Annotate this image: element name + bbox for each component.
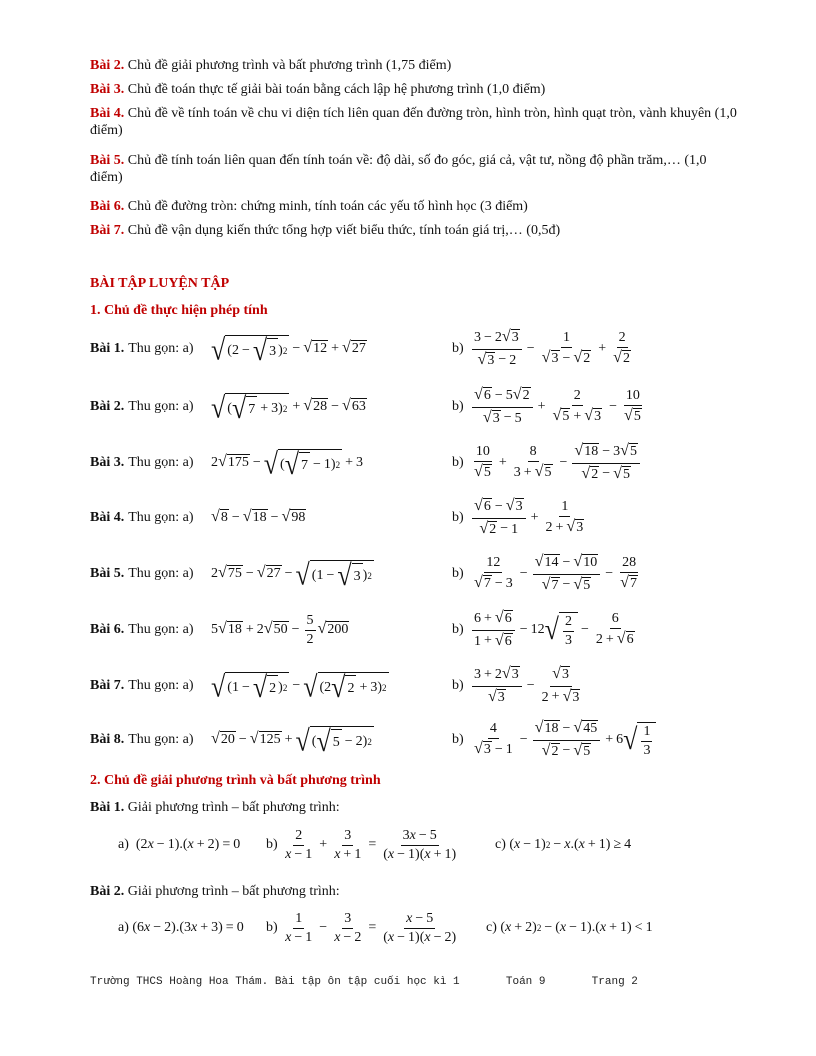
math-expression-b: 3 + 2 √ 3 √ 3 − √ 3 2 + √ 3 — [474, 665, 580, 705]
math-expression-b: √ 6 − √ 3 √ 2 − 1 + 1 2 + √ 3 — [474, 497, 584, 537]
equation-row: a) (6 x − 2).(3 x + 3) = 0 b) $\frac{1}{x - 1}$ − $\frac{3}{x - 2}$ = $\frac{x - 5}{(x - 1)(x - 2)}$ c) ( x + 2) 2 − ( x − 1).( x + 1) < 1 — [118, 910, 653, 945]
exercise-row: Bài 7. Thu gọn: a) √ (1 − √ 2 ) 2 − √ (2 √ 2 + 3) 2 b) 3 + 2 √ 3 √ 3 − √ 3 2 + √ 3 — [90, 664, 750, 708]
topic-item: Bài 6. Chủ đề đường tròn: chứng minh, tính toán các yếu tố hình học (3 điểm) — [90, 199, 528, 214]
math-expression-a: 5 √ 18 + 2 √ 50 − $\frac{5}{2}$ √ 200 — [211, 612, 349, 647]
topic-item: Bài 4. Chủ đề về tính toán về chu vi diện tích liên quan đến đường tròn, hình tròn, hình quạt tròn, vành khuyên (1,0 điểm) — [90, 106, 737, 138]
section-title: BÀI TẬP LUYỆN TẬP — [90, 276, 230, 291]
math-expression-a: √ (2 − √ 3 ) 2 − √ 12 + √ 27 — [211, 331, 366, 367]
page-footer: Trường THCS Hoàng Hoa Thám. Bài tập ôn tập cuối học kì 1 Toán 9 Trang 2 — [90, 976, 638, 988]
math-expression-a: √ 20 − √ 125 + √ ( √ 5 − 2) 2 — [211, 722, 372, 758]
equation-exercise-title: Bài 2. Giải phương trình – bất phương trình: — [90, 884, 340, 899]
math-expression-b: √ 6 − 5 √ 2 √ 3 − 5 + 2 √ 5 + √ 3 − 10 √ 5 — [474, 386, 641, 426]
equation-row: a) (2x − 1).(x + 2) = 0 b) $\frac{2}{x - 1}$ + $\frac{3}{x + 1}$ = $\frac{3x - 5}{(x - 1)(x + 1)}$ c) ( x − 1) 2 − x .( x + 1) ≥ 4 — [118, 827, 632, 862]
topic-item: Bài 7. Chủ đề vận dụng kiến thức tổng hợp viết biểu thức, tính toán giá trị,… (0,5đ) — [90, 223, 561, 238]
exercise-row: Bài 5. Thu gọn: a) 2 √ 75 − √ 27 − √ (1 − √ 3 ) 2 b) 12 √ 7 − 3 − √ 14 − √ 10 √ 7 − √ 5 − 28 √ 7 — [90, 552, 750, 596]
topic-item: Bài 2. Chủ đề giải phương trình và bất phương trình (1,75 điểm) — [90, 58, 452, 73]
math-expression-b: 10 √ 5 + 8 3 + √ 5 − √ 18 − 3 √ 5 √ 2 − √ 5 — [470, 441, 642, 485]
exercise-row: Bài 1. Thu gọn: a) √ (2 − √ 3 ) 2 − √ 12 + √ 27 b) 3 − 2 √ 3 √ 3 − 2 − 1 √ 3 − √ 2 + 2 √ 2 — [90, 327, 750, 371]
exercise-row: Bài 6. Thu gọn: a) 5 √ 18 + 2 √ 50 − $\frac{5}{2}$ √ 200 b) 6 + √ 6 1 + √ 6 − 12 √ $\frac{2}{3}$ − 6 2 + √ 6 — [90, 608, 750, 652]
math-expression-b: 12 √ 7 − 3 − √ 14 − √ 10 √ 7 − √ 5 − 28 √ 7 — [474, 553, 637, 593]
math-expression-a: √ 8 − √ 18 − √ 98 — [211, 508, 306, 526]
math-expression-a: √ ( √ 7 + 3) 2 + √ 28 − √ 63 — [211, 389, 366, 425]
topic-item: Bài 3. Chủ đề toán thực tế giải bài toán bằng cách lập hệ phương trình (1,0 điểm) — [90, 82, 546, 97]
topic1-title: 1. Chủ đề thực hiện phép tính — [90, 303, 268, 318]
math-expression-b: 3 − 2 √ 3 √ 3 − 2 − 1 √ 3 − √ 2 + 2 √ 2 — [474, 328, 630, 368]
math-expression-b: 6 + √ 6 1 + √ 6 − 12 √ $\frac{2}{3}$ − 6 2 + √ 6 — [474, 609, 634, 649]
math-expression-a: 2 √ 75 − √ 27 − √ (1 − √ 3 ) 2 — [211, 556, 372, 592]
exercise-row: Bài 2. Thu gọn: a) √ ( √ 7 + 3) 2 + √ 28 − √ 63 b) √ 6 − 5 √ 2 √ 3 − 5 + 2 √ 5 + √ 3 − 10 √ 5 — [90, 385, 750, 429]
exercise-row: Bài 8. Thu gọn: a) √ 20 − √ 125 + √ ( √ 5 − 2) 2 b) 4 √ 3 − 1 − √ 18 − √ 45 √ 2 − √ 5 + 6 √ $\frac{1}{3}$ — [90, 718, 750, 762]
math-expression-a: 2 √ 175 − √ ( √ 7 − 1) 2 + 3 — [211, 445, 363, 481]
math-expression-b: 4 √ 3 − 1 − √ 18 − √ 45 √ 2 − √ 5 + 6 √ $\frac{1}{3}$ — [470, 718, 656, 762]
math-expression-a: √ (1 − √ 2 ) 2 − √ (2 √ 2 + 3) 2 — [211, 668, 387, 704]
equation-exercise-title: Bài 1. Giải phương trình – bất phương trình: — [90, 800, 340, 815]
topic2-title: 2. Chủ đề giải phương trình và bất phương trình — [90, 773, 381, 788]
exercise-row: Bài 4. Thu gọn: a) √ 8 − √ 18 − √ 98 b) √ 6 − √ 3 √ 2 − 1 + 1 2 + √ 3 — [90, 496, 750, 540]
exercise-row: Bài 3. Thu gọn: a) 2 √ 175 − √ ( √ 7 − 1) 2 + 3 b) 10 √ 5 + 8 3 + √ 5 − √ 18 − 3 √ 5 √ 2 − √ 5 — [90, 441, 750, 485]
topic-item: Bài 5. Chủ đề tính toán liên quan đến tính toán về: độ dài, số đo góc, giá cả, vật tư, nồng độ phần trăm,… (1,0 điểm) — [90, 153, 707, 185]
